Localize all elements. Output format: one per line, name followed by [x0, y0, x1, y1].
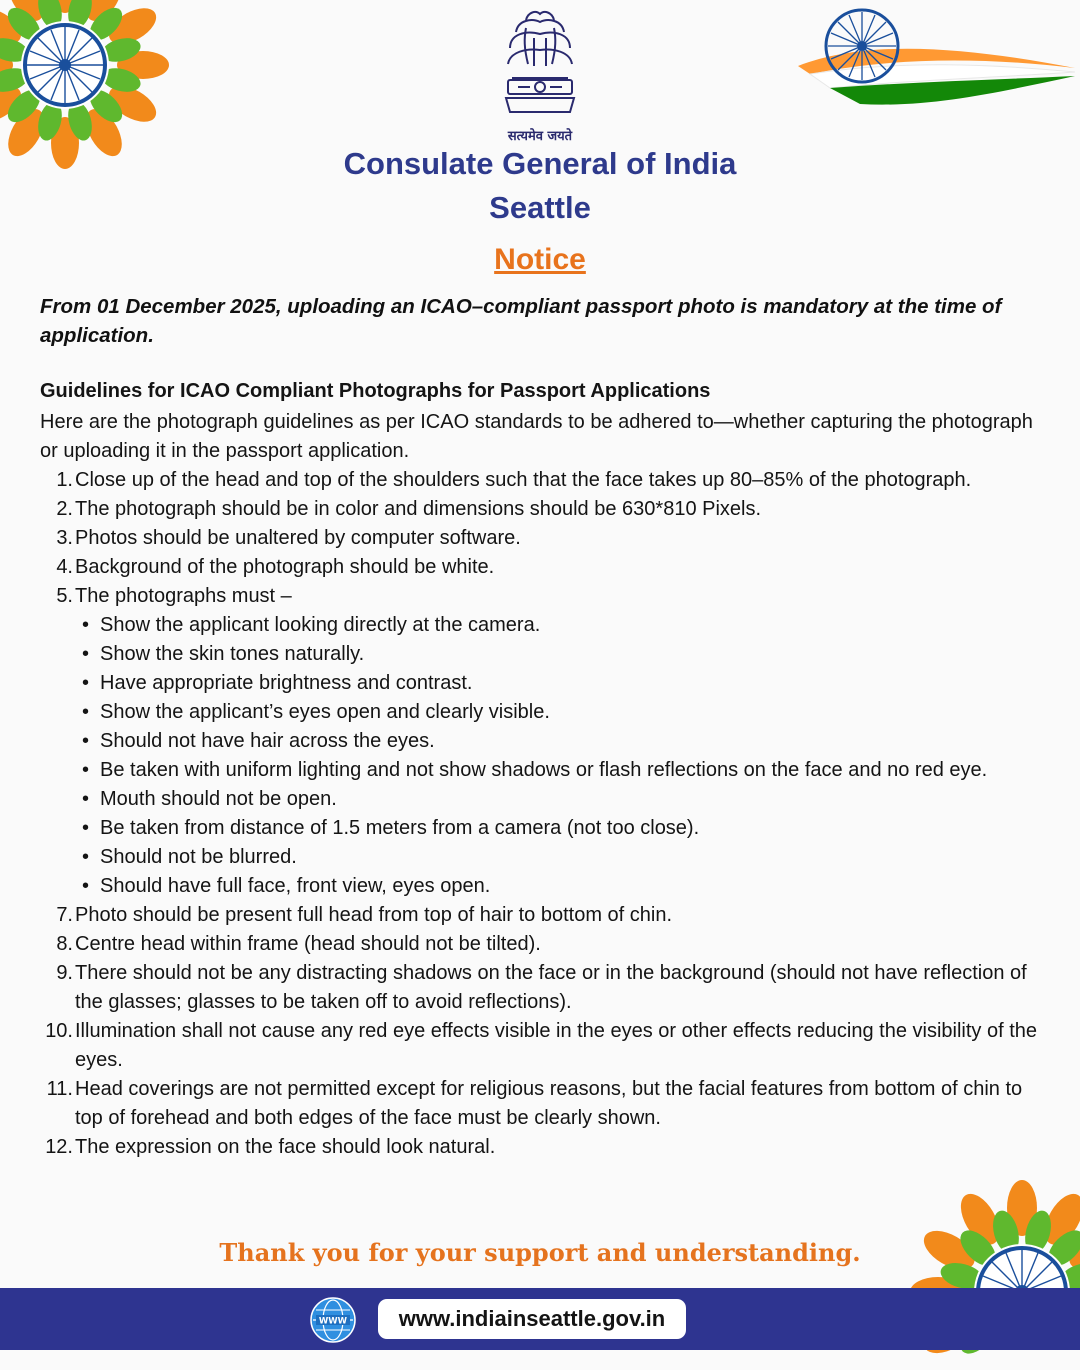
list-item: [40, 1017, 1040, 1075]
sub-list-item: [79, 698, 1040, 727]
page-subtitle-city: Seattle: [489, 190, 591, 225]
list-item-number: 10.: [45, 1020, 73, 1042]
website-url-link[interactable]: www.indiainseattle.gov.in: [378, 1299, 686, 1339]
list-item-number: 5.: [56, 585, 73, 607]
list-item: [40, 959, 1040, 1017]
sub-list-item: [79, 756, 1040, 785]
sub-list-item: [79, 814, 1040, 843]
sub-list-item-text: Show the applicant looking directly at the camera.: [100, 614, 541, 636]
list-item-text: Head coverings are not permitted except for religious reasons, but the facial features from bottom of chin to top of forehead and both edges of the face must be clearly shown.: [75, 1078, 1023, 1129]
sub-list-item: [79, 640, 1040, 669]
page-title: Consulate General of India: [343, 146, 737, 181]
list-item-number: 2.: [56, 498, 73, 520]
list-item-text: Photo should be present full head from top of hair to bottom of chin.: [75, 904, 673, 926]
sub-list-item: [79, 611, 1040, 640]
list-item-text: Illumination shall not cause any red eye effects visible in the eyes or other effects reducing the visibility of the eyes.: [75, 1020, 1038, 1071]
guidelines-heading: Guidelines for ICAO Compliant Photographs for Passport Applications: [40, 380, 711, 402]
list-item-number: 12.: [45, 1136, 73, 1158]
list-item: [40, 901, 1040, 930]
sub-list-item-text: Show the applicant’s eyes open and clearly visible.: [100, 701, 550, 723]
intro-statement: From 01 December 2025, uploading an ICAO–compliant passport photo is mandatory at the time of application.: [40, 295, 1002, 347]
list-item-number: 3.: [56, 527, 73, 549]
sub-list-item-text: Should not have hair across the eyes.: [100, 730, 435, 752]
sub-list-item-text: Show the skin tones naturally.: [100, 643, 365, 665]
guidelines-list: [40, 466, 1040, 1162]
list-item-text: The photograph should be in color and dimensions should be 630*810 Pixels.: [75, 498, 762, 520]
sub-list-item-text: Be taken from distance of 1.5 meters from a camera (not too close).: [100, 817, 700, 839]
sub-list-item: [79, 785, 1040, 814]
sub-list-item-text: Should not be blurred.: [100, 846, 297, 868]
list-item-number: 4.: [56, 556, 73, 578]
list-item-text: Photos should be unaltered by computer software.: [75, 527, 521, 549]
guidelines-intro-text: Here are the photograph guidelines as per ICAO standards to be adhered to—whether capturing the photograph or uploading it in the passport application.: [40, 411, 1033, 462]
list-item: [40, 1133, 1040, 1162]
list-item-text: There should not be any distracting shadows on the face or in the background (should not have reflection of the glasses; glasses to be taken off to avoid reflections).: [75, 962, 1027, 1013]
list-item-text: The expression on the face should look natural.: [75, 1136, 496, 1158]
notice-heading: Notice: [494, 243, 586, 276]
list-item-number: 9.: [56, 962, 73, 984]
sub-list-item: [79, 872, 1040, 901]
list-item-number: 8.: [56, 933, 73, 955]
sub-list-item-text: Have appropriate brightness and contrast.: [100, 672, 473, 694]
list-item: [40, 466, 1040, 495]
list-item-number: 7.: [56, 904, 73, 926]
flower-decoration-top-left-icon: [0, 0, 170, 170]
sub-list: [75, 611, 1040, 901]
list-item-text: Close up of the head and top of the shoulders such that the face takes up 80–85% of the photograph.: [75, 469, 972, 491]
list-item: [40, 524, 1040, 553]
sub-list-item-text: Should have full face, front view, eyes open.: [100, 875, 491, 897]
globe-icon[interactable]: [310, 1297, 356, 1343]
list-item: [40, 930, 1040, 959]
list-item: [40, 1075, 1040, 1133]
sub-list-item-text: Be taken with uniform lighting and not show shadows or flash reflections on the face and no red eye.: [100, 759, 988, 781]
sub-list-item: [79, 843, 1040, 872]
state-emblem-icon: [496, 8, 584, 120]
closing-message: Thank you for your support and understanding.: [219, 1238, 861, 1267]
tricolor-flag-icon: [790, 8, 1080, 118]
sub-list-item: [79, 669, 1040, 698]
globe-icon-label: WWW: [318, 1316, 348, 1327]
list-item: [40, 582, 1040, 901]
sub-list-item-text: Mouth should not be open.: [100, 788, 337, 810]
list-item-text: The photographs must –: [75, 585, 292, 607]
list-item: [40, 495, 1040, 524]
list-item-text: Centre head within frame (head should not be tilted).: [75, 933, 541, 955]
list-item-text: Background of the photograph should be white.: [75, 556, 495, 578]
list-item-number: 1.: [56, 469, 73, 491]
motto-text: सत्यमेव जयते: [507, 129, 573, 144]
list-item: [40, 553, 1040, 582]
sub-list-item: [79, 727, 1040, 756]
list-item-number: 11.: [46, 1078, 73, 1100]
